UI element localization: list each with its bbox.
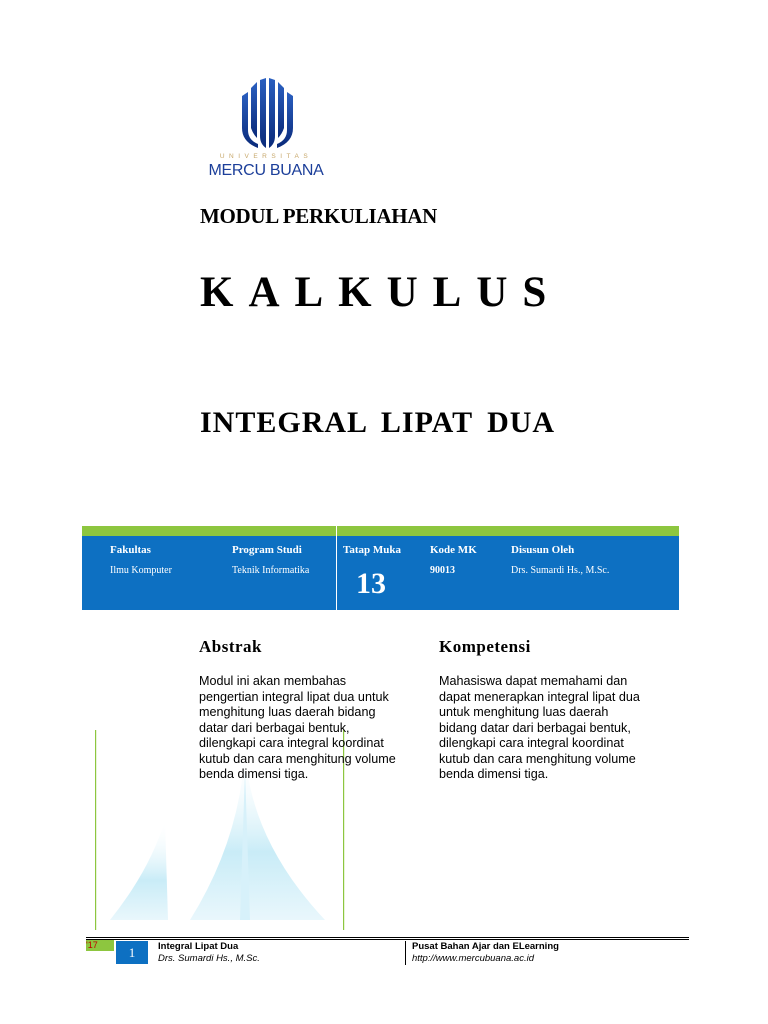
kompetensi-line: untuk menghitung luas daerah xyxy=(439,705,609,719)
topic-title: INTEGRAL LIPAT DUA xyxy=(200,406,556,439)
abstrak-line: menghitung luas daerah bidang xyxy=(199,705,376,719)
kode-mk-label: Kode MK xyxy=(430,544,477,556)
kompetensi-body xyxy=(439,674,665,783)
footer-page-number: 1 xyxy=(116,941,148,964)
kompetensi-line: dapat menerapkan integral lipat dua xyxy=(439,689,640,704)
abstrak-title: Abstrak xyxy=(199,637,263,656)
info-band-accent xyxy=(82,526,679,536)
kompetensi-line: benda dimensi tiga. xyxy=(439,767,549,781)
footer-rule xyxy=(86,937,689,938)
footer-center-title: Pusat Bahan Ajar dan ELearning xyxy=(412,941,559,952)
kompetensi-line: dilengkapi cara integral koordinat xyxy=(439,736,624,750)
tatap-muka-label: Tatap Muka xyxy=(343,544,401,556)
info-band-divider xyxy=(336,522,337,610)
abstrak-body xyxy=(199,674,425,783)
kompetensi-line: Mahasiswa dapat memahami dan xyxy=(439,674,628,688)
tatap-muka-value: 13 xyxy=(356,567,386,600)
modul-label: MODUL PERKULIAHAN xyxy=(200,204,437,228)
footer-separator xyxy=(405,941,406,965)
abstrak-line: Modul ini akan membahas xyxy=(199,674,347,688)
program-studi-value: Teknik Informatika xyxy=(232,565,310,576)
course-title: KALKULUS xyxy=(200,269,562,316)
kode-mk-value: 90013 xyxy=(430,565,455,576)
footer-url[interactable]: http://www.mercubuana.ac.id xyxy=(412,953,534,964)
abstrak-line: benda dimensi tiga. xyxy=(199,767,309,781)
footer-year: '17 xyxy=(86,940,114,951)
logo-emblem-icon xyxy=(198,78,334,153)
abstrak-line: kutub dan cara menghitung volume xyxy=(199,751,396,766)
logo-university-label: UNIVERSITAS xyxy=(219,153,313,160)
abstrak-line: pengertian integral lipat dua untuk xyxy=(199,689,389,704)
logo-university-name: MERCU BUANA xyxy=(208,162,324,179)
kompetensi-line: bidang datar dari berbagai bentuk, xyxy=(439,720,631,735)
university-logo xyxy=(198,78,334,188)
fakultas-label: Fakultas xyxy=(110,544,151,556)
abstrak-line: datar dari berbagai bentuk, xyxy=(199,720,350,735)
program-studi-label: Program Studi xyxy=(232,544,302,556)
kompetensi-title: Kompetensi xyxy=(439,637,531,656)
fakultas-value: Ilmu Komputer xyxy=(110,565,172,576)
disusun-oleh-label: Disusun Oleh xyxy=(511,544,575,556)
kompetensi-line: kutub dan cara menghitung volume xyxy=(439,751,636,766)
disusun-oleh-value: Drs. Sumardi Hs., M.Sc. xyxy=(511,565,610,576)
footer-rule xyxy=(86,939,689,940)
footer-title: Integral Lipat Dua xyxy=(158,941,239,952)
footer-author: Drs. Sumardi Hs., M.Sc. xyxy=(158,953,260,964)
abstrak-line: dilengkapi cara integral koordinat xyxy=(199,736,384,750)
